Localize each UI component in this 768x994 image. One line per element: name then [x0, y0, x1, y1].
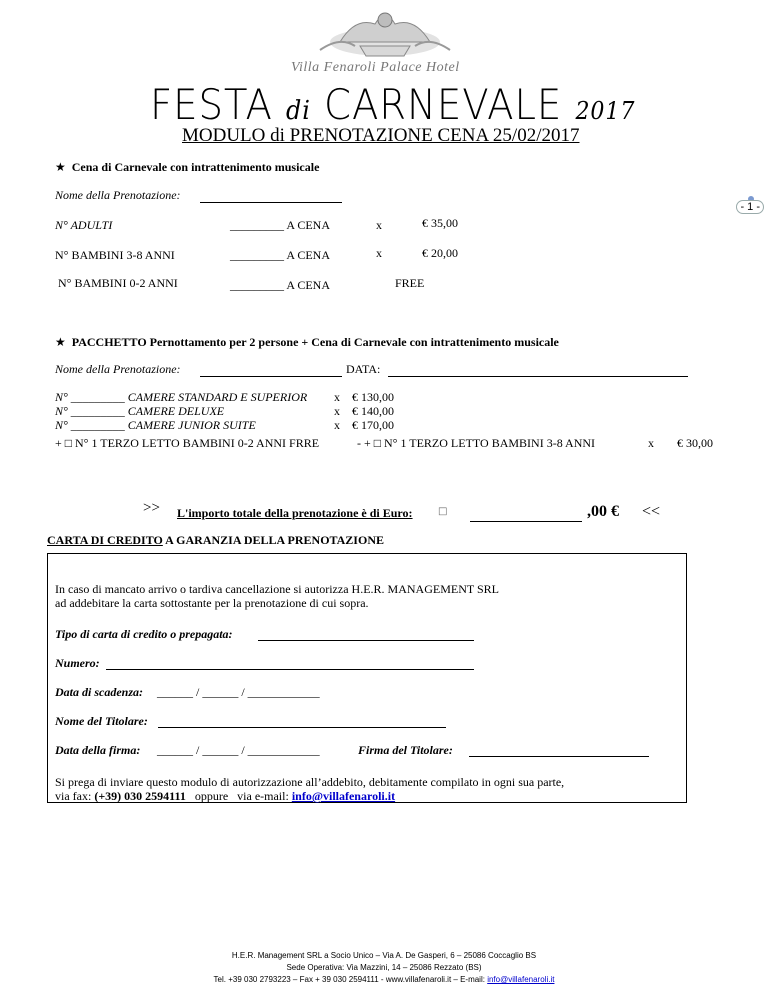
title-festa: FESTA [150, 80, 273, 129]
row-bambini38-field[interactable]: _________ A CENA [230, 248, 331, 262]
booking-name-label: Nome della Prenotazione: [55, 188, 181, 202]
form-title: MODULO di PRENOTAZIONE CENA 25/02/2017 [182, 125, 580, 146]
fax-number: (+39) 030 2594111 [94, 789, 186, 803]
sign-date-field[interactable]: ______ / ______ / ____________ [157, 743, 320, 757]
row-adulti-price: € 35,00 [422, 216, 458, 230]
row-bambini02-label: N° BAMBINI 0-2 ANNI [58, 276, 178, 290]
room-standard-label[interactable]: N° _________ CAMERE STANDARD E SUPERIOR [55, 390, 308, 404]
card-expiry-label-text: Data di scadenza [55, 685, 139, 699]
crest-logo-icon [300, 2, 470, 64]
card-type-label-text: Tipo di carta di credito o prepagata [55, 627, 229, 641]
send-line1: Si prega di inviare questo modulo di autorizzazione all’addebito, debitamente compilato in ogni sua parte, [55, 775, 565, 789]
event-title [150, 80, 635, 129]
footer-line2: Sede Operativa: Via Mazzini, 14 – 25086 Rezzato (BS) [286, 963, 482, 972]
signature-label-text: Firma del Titolare [358, 743, 449, 757]
row-bambini38-x: x [376, 246, 382, 260]
total-arrow-left: >> [143, 500, 160, 516]
footer-line3 [0, 974, 768, 986]
card-holder-field[interactable] [158, 727, 446, 728]
row-adulti-x: x [376, 218, 382, 232]
signature-colon: : [448, 743, 453, 757]
room-deluxe-label[interactable]: N° _________ CAMERE DELUXE [55, 404, 225, 418]
total-box-icon: □ [438, 506, 448, 517]
card-heading-rest: A GARANZIA DELLA PRENOTAZIONE [162, 533, 384, 547]
extra-bed-price: € 30,00 [677, 436, 713, 450]
card-number-colon: : [95, 656, 100, 670]
row-adulti-label: N° ADULTI [55, 218, 113, 232]
send-mid: oppure via e-mail: [185, 789, 292, 803]
send-fax-prefix: via fax: [55, 789, 95, 803]
page-number: - 1 - [736, 200, 764, 214]
room-standard-price: € 130,00 [352, 390, 394, 404]
extra-bed-x: x [648, 436, 654, 450]
star-icon: ★ [55, 160, 66, 174]
room-junior-x: x [334, 418, 340, 432]
sign-date-label: Data della firma: [55, 743, 141, 757]
title-year: 2017 [575, 97, 636, 125]
card-type-colon: : [228, 627, 233, 641]
total-label: L'importo totale della prenotazione è di Euro: [177, 506, 413, 520]
title-di: di [286, 96, 311, 126]
card-section-heading [47, 533, 384, 548]
card-number-label-text: Numero [55, 656, 96, 670]
section1-heading-text: Cena di Carnevale con intrattenimento musicale [71, 160, 320, 174]
card-expiry-label [55, 685, 143, 700]
email-link[interactable]: info@villafenaroli.it [291, 789, 396, 803]
card-intro-line1: In caso di mancato arrivo o tardiva cancellazione si autorizza H.E.R. MANAGEMENT SRL [55, 582, 499, 596]
room-junior-price: € 170,00 [352, 418, 394, 432]
card-number-label [55, 656, 100, 671]
card-expiry-field[interactable]: ______ / ______ / ____________ [157, 685, 320, 699]
total-amount-field[interactable] [470, 521, 582, 522]
room-junior-label[interactable]: N° _________ CAMERE JUNIOR SUITE [55, 418, 256, 432]
hotel-name: Villa Fenaroli Palace Hotel [291, 60, 460, 75]
card-number-field[interactable] [106, 669, 474, 670]
row-bambini38-label: N° BAMBINI 3-8 ANNI [55, 248, 175, 262]
send-line2 [55, 789, 395, 804]
signature-label [358, 743, 453, 758]
signature-field[interactable] [469, 756, 649, 757]
card-intro-line2: ad addebitare la carta sottostante per la prenotazione di cui sopra. [55, 596, 369, 610]
title-carnevale: CARNEVALE [324, 80, 563, 129]
card-expiry-colon: : [139, 685, 143, 699]
extra-bed-02[interactable]: + □ N° 1 TERZO LETTO BAMBINI 0-2 ANNI FRRE [55, 436, 320, 450]
extra-bed-38[interactable]: - + □ N° 1 TERZO LETTO BAMBINI 3-8 ANNI [357, 436, 596, 450]
booking-name-field-2[interactable] [200, 376, 342, 377]
footer-line1: H.E.R. Management SRL a Socio Unico – Via A. De Gasperi, 6 – 25086 Coccaglio BS [231, 951, 537, 960]
row-bambini02-field[interactable]: _________ A CENA [230, 278, 331, 292]
footer-email-link[interactable]: info@villafenaroli.it [487, 975, 555, 984]
section1-heading [55, 160, 319, 175]
row-adulti-field[interactable]: _________ A CENA [230, 218, 331, 232]
row-bambini38-price: € 20,00 [422, 246, 458, 260]
footer-line3-prefix: Tel. +39 030 2793223 – Fax + 39 030 2594111 - www.villafenaroli.it – E-mail: [213, 975, 488, 984]
room-standard-x: x [334, 390, 340, 404]
booking-name-label-2: Nome della Prenotazione: [55, 362, 181, 376]
row-bambini02-price: FREE [395, 276, 425, 290]
date-label: DATA: [346, 362, 381, 376]
total-arrow-right: << [642, 503, 661, 520]
date-field[interactable] [388, 376, 688, 377]
room-deluxe-price: € 140,00 [352, 404, 394, 418]
booking-name-field[interactable] [200, 202, 342, 203]
card-type-label [55, 627, 233, 642]
card-heading-main: CARTA DI CREDITO [47, 533, 163, 547]
footer [0, 950, 768, 986]
section2-heading [55, 335, 559, 350]
card-holder-label: Nome del Titolare: [55, 714, 148, 728]
star-icon: ★ [55, 335, 66, 349]
card-type-field[interactable] [258, 640, 474, 641]
section2-heading-text: PACCHETTO Pernottamento per 2 persone + Cena di Carnevale con intrattenimento musicale [71, 335, 559, 349]
total-suffix: ,00 € [587, 503, 619, 520]
room-deluxe-x: x [334, 404, 340, 418]
